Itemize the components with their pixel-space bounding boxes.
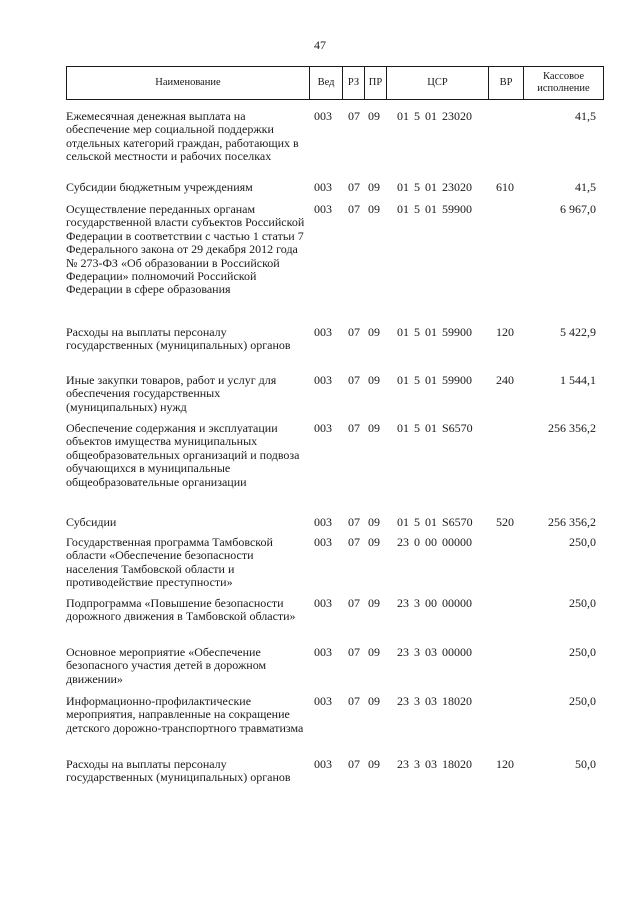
cell-kas: 250,0	[569, 596, 596, 610]
csr-part: 18020	[442, 757, 472, 771]
csr-part: 23020	[442, 180, 472, 194]
cell-ved: 003	[314, 515, 332, 529]
csr-part: 0	[414, 535, 420, 549]
cell-ved: 003	[314, 535, 332, 549]
cell-pr: 09	[368, 421, 380, 435]
csr-part: 59900	[442, 325, 472, 339]
cell-kas: 250,0	[569, 694, 596, 708]
cell-name: Иные закупки товаров, работ и услуг для обеспечения государственных (муниципальных) нужд	[66, 373, 277, 414]
cell-name: Субсидии	[66, 515, 117, 529]
csr-part: 23	[397, 535, 409, 549]
header-rz: РЗ	[343, 67, 365, 99]
cell-pr: 09	[368, 596, 380, 610]
cell-rz: 07	[348, 202, 360, 216]
cell-rz: 07	[348, 757, 360, 771]
csr-part: 3	[414, 645, 420, 659]
table-header	[66, 66, 604, 100]
csr-part: 5	[414, 202, 420, 216]
cell-ved: 003	[314, 645, 332, 659]
csr-part: 00	[425, 535, 437, 549]
cell-csr	[397, 758, 495, 771]
cell-vr: 610	[496, 180, 514, 194]
cell-name: Обеспечение содержания и эксплуатации объектов имущества муниципальных общеобразовательных организаций и подвоза обучающихся в муниципальные общеобразовательные организации	[66, 421, 300, 489]
cell-kas: 250,0	[569, 535, 596, 549]
csr-part: 59900	[442, 202, 472, 216]
cell-csr	[397, 422, 495, 435]
cell-ved: 003	[314, 180, 332, 194]
cell-pr: 09	[368, 694, 380, 708]
cell-name: Основное мероприятие «Обеспечение безопасного участия детей в дорожном движении»	[66, 645, 267, 686]
cell-csr	[397, 536, 495, 549]
cell-name: Подпрограмма «Повышение безопасности дорожного движения в Тамбовской области»	[66, 596, 296, 624]
csr-part: 01	[425, 515, 437, 529]
csr-part: 00	[425, 596, 437, 610]
csr-part: 5	[414, 109, 420, 123]
cell-kas: 5 422,9	[560, 325, 596, 339]
cell-csr	[397, 326, 495, 339]
header-vr: ВР	[489, 67, 524, 99]
csr-part: 01	[425, 373, 437, 387]
csr-part: 3	[414, 694, 420, 708]
cell-ved: 003	[314, 109, 332, 123]
cell-rz: 07	[348, 109, 360, 123]
cell-pr: 09	[368, 202, 380, 216]
cell-csr	[397, 374, 495, 387]
cell-csr	[397, 597, 495, 610]
cell-name: Субсидии бюджетным учреждениям	[66, 180, 253, 194]
cell-ved: 003	[314, 757, 332, 771]
csr-part: 01	[425, 180, 437, 194]
csr-part: 01	[397, 421, 409, 435]
csr-part: 5	[414, 373, 420, 387]
cell-ved: 003	[314, 202, 332, 216]
cell-kas: 250,0	[569, 645, 596, 659]
csr-part: 5	[414, 180, 420, 194]
csr-part: 01	[425, 325, 437, 339]
cell-ved: 003	[314, 325, 332, 339]
cell-pr: 09	[368, 325, 380, 339]
cell-kas: 41,5	[575, 109, 596, 123]
cell-name: Расходы на выплаты персоналу государственных (муниципальных) органов	[66, 325, 291, 353]
cell-kas: 41,5	[575, 180, 596, 194]
cell-csr	[397, 203, 495, 216]
csr-part: 23	[397, 757, 409, 771]
csr-part: 3	[414, 757, 420, 771]
page-number: 47	[314, 38, 326, 52]
csr-part: 23	[397, 645, 409, 659]
cell-kas: 6 967,0	[560, 202, 596, 216]
csr-part: 01	[397, 515, 409, 529]
csr-part: S6570	[442, 515, 473, 529]
header-kas: Кассовое исполнение	[537, 70, 590, 94]
csr-part: 5	[414, 421, 420, 435]
cell-csr	[397, 646, 495, 659]
cell-ved: 003	[314, 373, 332, 387]
cell-kas: 256 356,2	[548, 421, 596, 435]
cell-csr	[397, 110, 495, 123]
cell-pr: 09	[368, 373, 380, 387]
csr-part: 5	[414, 325, 420, 339]
csr-part: 00000	[442, 596, 472, 610]
cell-pr: 09	[368, 645, 380, 659]
cell-vr: 520	[496, 515, 514, 529]
cell-rz: 07	[348, 421, 360, 435]
header-pr: ПР	[365, 67, 387, 99]
csr-part: 00000	[442, 535, 472, 549]
csr-part: 3	[414, 596, 420, 610]
cell-name: Информационно-профилактические мероприятия, направленные на сокращение детского дорожно-транспортного травматизма	[66, 694, 304, 735]
header-name: Наименование	[67, 67, 310, 99]
cell-vr: 240	[496, 373, 514, 387]
csr-part: 01	[425, 421, 437, 435]
csr-part: 18020	[442, 694, 472, 708]
cell-pr: 09	[368, 515, 380, 529]
cell-name: Осуществление переданных органам государственной власти субъектов Российской Федерации в соответствии с частью 1 статьи 7 Федерального закона от 29 декабря 2012 года № 273-ФЗ «Об образовании в Российской Федерации» полномочий Российской Федерации в сфере образования	[66, 202, 305, 297]
csr-part: 59900	[442, 373, 472, 387]
csr-part: 01	[425, 109, 437, 123]
cell-rz: 07	[348, 596, 360, 610]
cell-pr: 09	[368, 180, 380, 194]
csr-part: S6570	[442, 421, 473, 435]
cell-rz: 07	[348, 694, 360, 708]
csr-part: 01	[397, 202, 409, 216]
cell-ved: 003	[314, 596, 332, 610]
cell-vr: 120	[496, 325, 514, 339]
cell-name: Государственная программа Тамбовской области «Обеспечение безопасности населения Тамбовской области и противодействие преступности»	[66, 535, 273, 590]
cell-kas: 50,0	[575, 757, 596, 771]
cell-name: Расходы на выплаты персоналу государственных (муниципальных) органов	[66, 757, 291, 785]
csr-part: 03	[425, 645, 437, 659]
csr-part: 23	[397, 694, 409, 708]
cell-csr	[397, 181, 495, 194]
csr-part: 03	[425, 757, 437, 771]
csr-part: 01	[397, 180, 409, 194]
csr-part: 5	[414, 515, 420, 529]
csr-part: 23	[397, 596, 409, 610]
csr-part: 01	[425, 202, 437, 216]
cell-pr: 09	[368, 109, 380, 123]
cell-rz: 07	[348, 373, 360, 387]
cell-csr	[397, 516, 495, 529]
cell-pr: 09	[368, 757, 380, 771]
csr-part: 01	[397, 109, 409, 123]
csr-part: 03	[425, 694, 437, 708]
cell-ved: 003	[314, 421, 332, 435]
cell-rz: 07	[348, 515, 360, 529]
cell-kas: 1 544,1	[560, 373, 596, 387]
header-csr: ЦСР	[387, 67, 489, 99]
cell-rz: 07	[348, 535, 360, 549]
cell-rz: 07	[348, 180, 360, 194]
cell-name: Ежемесячная денежная выплата на обеспечение мер социальной поддержки отдельных категорий граждан, работающих в сельской местности и рабочих поселках	[66, 109, 299, 164]
cell-vr: 120	[496, 757, 514, 771]
cell-pr: 09	[368, 535, 380, 549]
cell-rz: 07	[348, 325, 360, 339]
csr-part: 00000	[442, 645, 472, 659]
csr-part: 01	[397, 373, 409, 387]
header-ved: Вед	[310, 67, 343, 99]
cell-ved: 003	[314, 694, 332, 708]
cell-csr	[397, 695, 495, 708]
csr-part: 23020	[442, 109, 472, 123]
cell-rz: 07	[348, 645, 360, 659]
cell-kas: 256 356,2	[548, 515, 596, 529]
csr-part: 01	[397, 325, 409, 339]
